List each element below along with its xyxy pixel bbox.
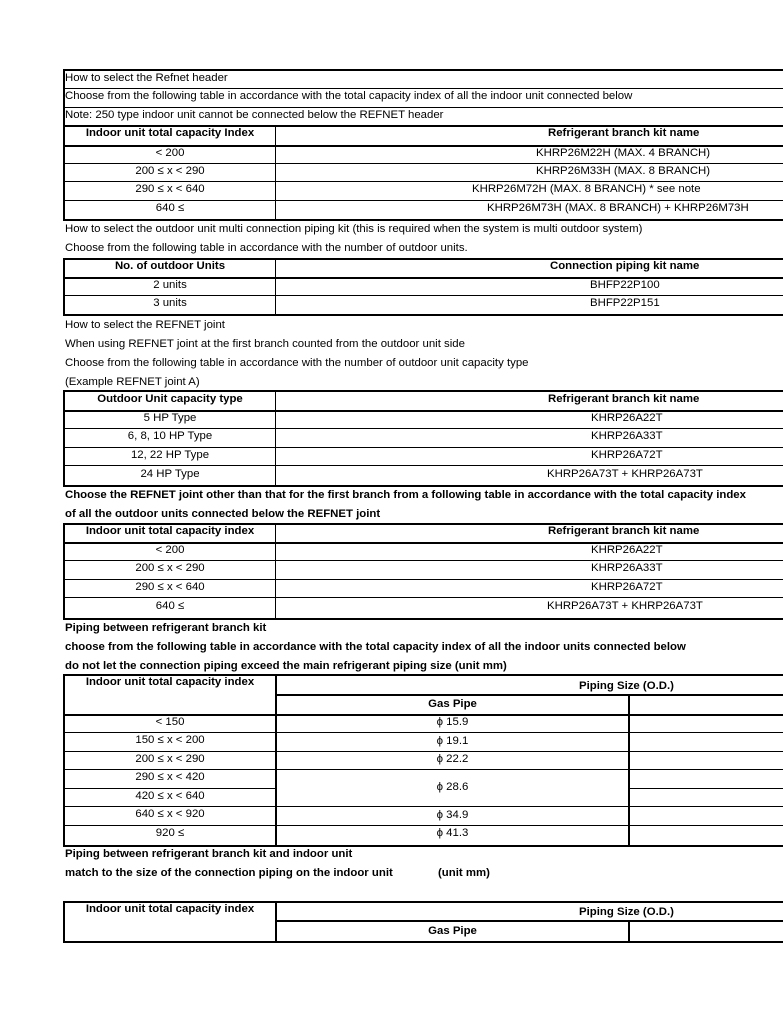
table-cell: < 150 [155,716,185,728]
column-header: Outdoor Unit capacity type [97,393,243,405]
instruction-text: Choose from the following table in accordance with the number of outdoor unit capacity type [65,357,529,369]
table-cell: 200 ≤ x < 290 [135,753,205,765]
column-header: Refrigerant branch kit name [548,393,700,405]
table-cell: 200 ≤ x < 290 [135,562,205,574]
table-cell: ϕ 41.3 [436,827,469,839]
example-text: (Example REFNET joint A) [65,376,200,388]
instruction-text: do not let the connection piping exceed the main refrigerant piping size (unit mm) [65,660,507,672]
column-header: Refrigerant branch kit name [548,525,700,537]
column-header: Piping Size (O.D.) [579,680,674,692]
table-cell: < 200 [155,147,185,159]
table-cell: 200 ≤ x < 290 [135,165,205,177]
instruction-text: When using REFNET joint at the first branch counted from the outdoor unit side [65,338,465,350]
column-header: Piping Size (O.D.) [579,906,674,918]
table-cell: 290 ≤ x < 640 [135,581,205,593]
instruction-text: choose from the following table in accordance with the total capacity index of all the indoor units connected below [65,641,686,653]
section-title: How to select the Refnet header [65,72,228,84]
column-header: Refrigerant branch kit name [548,127,700,139]
rule [628,788,783,789]
section-title: How to select the outdoor unit multi connection piping kit (this is required when the system is multi outdoor system) [65,223,643,235]
unit-text: (unit mm) [438,867,490,879]
section-title: How to select the REFNET joint [65,319,225,331]
table-cell: KHRP26A72T [591,449,663,461]
table-cell: KHRP26A22T [591,544,663,556]
table-cell: 5 HP Type [143,412,197,424]
table-cell: 150 ≤ x < 200 [135,734,205,746]
table-cell: KHRP26M72H (MAX. 8 BRANCH) * see note [472,183,701,195]
column-subheader: Gas Pipe [428,925,477,937]
table-cell: 640 ≤ [155,600,185,612]
rule [275,258,276,314]
column-header: No. of outdoor Units [114,260,226,272]
table-cell: 24 HP Type [140,468,200,480]
table-cell: KHRP26A33T [591,430,663,442]
table-cell: KHRP26A33T [591,562,663,574]
rule [63,314,783,316]
table-cell: BHFP22P100 [590,279,660,291]
table-cell: ϕ 19.1 [436,735,469,747]
rule [275,125,276,219]
table-cell: 920 ≤ [155,827,185,839]
table-cell: KHRP26M22H (MAX. 4 BRANCH) [536,147,711,159]
table-cell: 3 units [153,297,187,309]
rule [275,920,783,922]
note-text: Note: 250 type indoor unit cannot be connected below the REFNET header [65,109,444,121]
instruction-text: Choose the REFNET joint other than that for the first branch from a following table in accordance with the total capacity index [65,489,746,501]
column-header: Connection piping kit name [550,260,700,272]
table-cell: BHFP22P151 [590,297,660,309]
table-cell: KHRP26A73T + KHRP26A73T [547,600,703,612]
table-cell: KHRP26A22T [591,412,663,424]
table-cell: 6, 8, 10 HP Type [127,430,213,442]
table-cell: ϕ 34.9 [436,809,469,821]
table-cell: 12, 22 HP Type [130,449,210,461]
table-cell: KHRP26M33H (MAX. 8 BRANCH) [536,165,711,177]
table-cell: 290 ≤ x < 640 [135,183,205,195]
instruction-text: Choose from the following table in accordance with the number of outdoor units. [65,242,468,254]
table-cell: KHRP26M73H (MAX. 8 BRANCH) + KHRP26M73H [487,202,749,214]
table-cell: 2 units [153,279,187,291]
column-subheader: Gas Pipe [428,698,477,710]
instruction-text: match to the size of the connection piping on the indoor unit [65,867,393,879]
table-cell: 420 ≤ x < 640 [135,790,205,802]
instruction-text: Choose from the following table in accordance with the total capacity index of all the indoor unit connected below [65,90,633,102]
column-header: Indoor unit total capacity index [85,525,255,537]
table-cell: ϕ 28.6 [436,781,469,793]
table-cell: KHRP26A72T [591,581,663,593]
column-header: Indoor unit total capacity index [85,903,255,915]
instruction-text: of all the outdoor units connected below the REFNET joint [65,508,381,520]
table-cell: KHRP26A73T + KHRP26A73T [547,468,703,480]
column-header: Indoor unit total capacity Index [85,127,255,139]
table-cell: 290 ≤ x < 420 [135,771,205,783]
table-cell: ϕ 22.2 [436,753,469,765]
table-cell: ϕ 15.9 [436,716,469,728]
rule [275,523,276,618]
section-title: Piping between refrigerant branch kit and indoor unit [65,848,353,860]
rule [628,920,630,942]
rule [63,941,783,943]
column-header: Indoor unit total capacity index [85,676,255,688]
table-cell: < 200 [155,544,185,556]
table-cell: 640 ≤ [155,202,185,214]
table-cell: 640 ≤ x < 920 [135,808,205,820]
rule [275,390,276,485]
section-title: Piping between refrigerant branch kit [65,622,267,634]
